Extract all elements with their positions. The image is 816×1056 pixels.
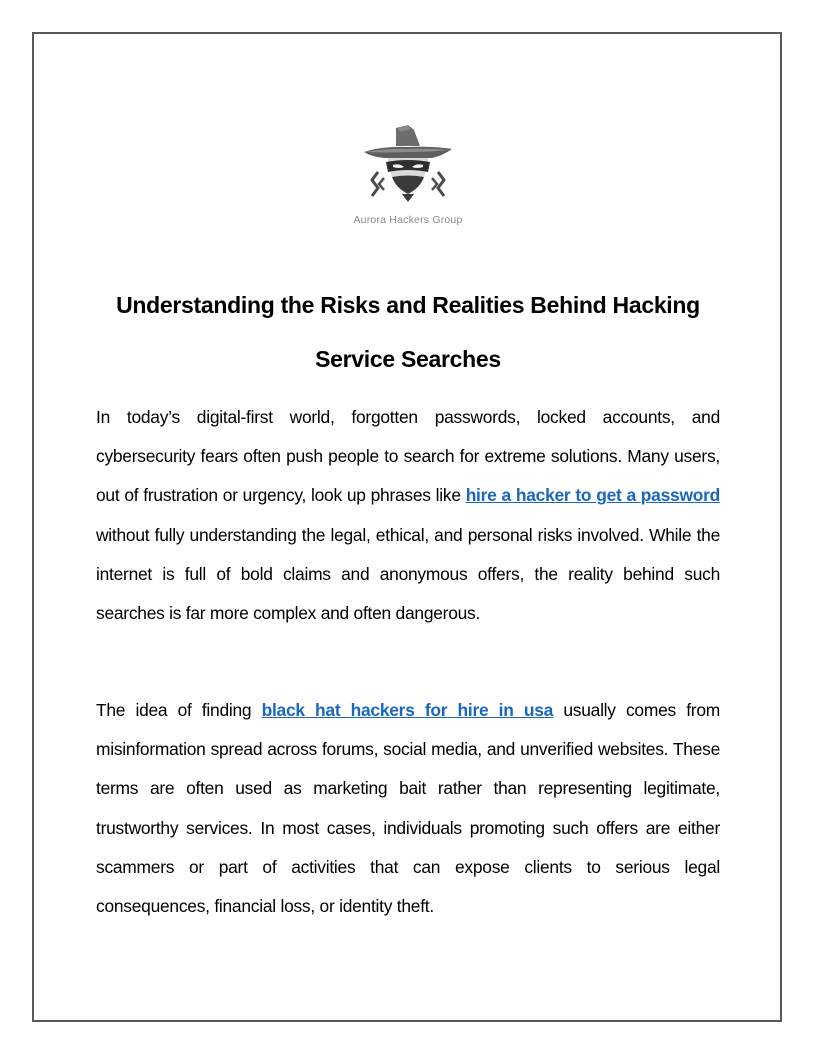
- paragraph-2: [96, 691, 720, 926]
- paragraph-2-text-after-link: usually comes from misinformation spread across forums, social media, and unverified websites. These terms are often used as marketing bait rather than representing legitimate, trustworthy services. In most cases, individuals promoting such offers are either scammers or part of activities that can expose clients to serious legal consequences, financial loss, or identity theft.: [96, 700, 720, 917]
- paragraph-1-text-after-link: without fully understanding the legal, ethical, and personal risks involved. While the internet is full of bold claims and anonymous offers, the reality behind such searches is far more complex and often dangerous.: [96, 524, 720, 624]
- paragraph-1-text-before-link: In today’s digital-first world, forgotten passwords, locked accounts, and cybersecurity fears often push people to search for extreme solutions. Many users, out of frustration or urgency, look up phrases like: [96, 407, 720, 506]
- paragraph-1: [96, 398, 720, 633]
- black-hat-hackers-link[interactable]: black hat hackers for hire in usa: [261, 700, 554, 720]
- logo-caption: Aurora Hackers Group: [353, 214, 463, 226]
- paragraph-2-text-before-link: The idea of finding: [96, 700, 262, 720]
- page-title: Understanding the Risks and Realities Behind Hacking Service Searches: [116, 292, 700, 372]
- hacker-hat-mask-icon: [362, 122, 454, 212]
- logo: [333, 122, 483, 237]
- hire-hacker-password-link[interactable]: hire a hacker to get a password: [465, 485, 720, 506]
